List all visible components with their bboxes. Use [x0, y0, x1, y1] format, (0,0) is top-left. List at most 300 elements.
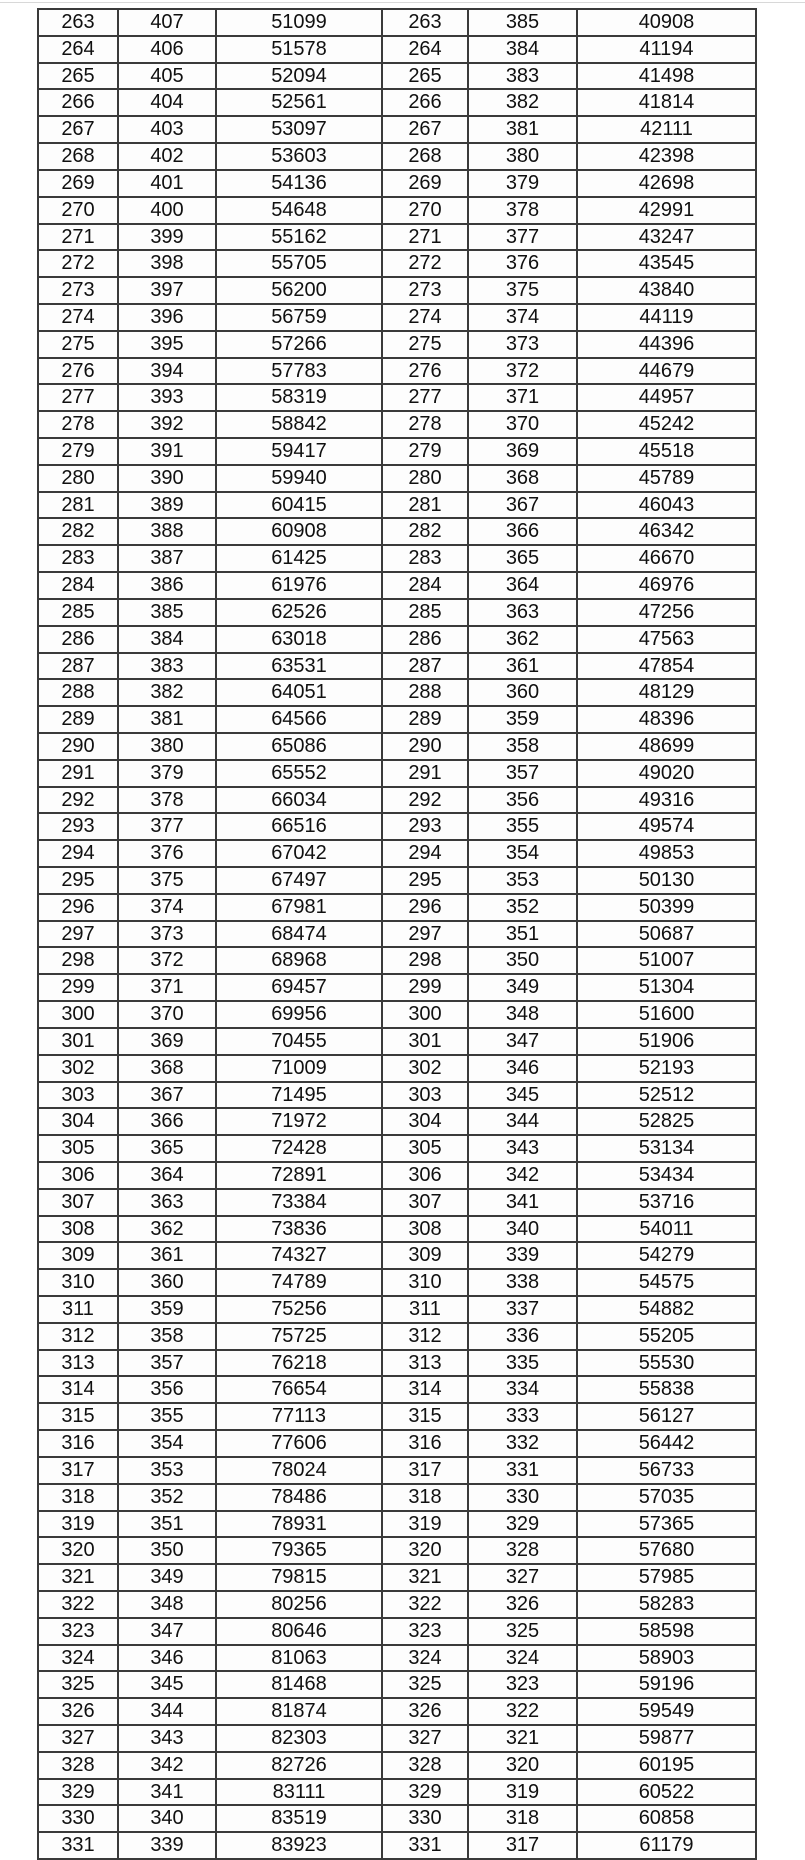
- table-cell: 315: [382, 1403, 468, 1430]
- table-cell: 324: [38, 1645, 118, 1672]
- table-row: [38, 197, 756, 224]
- table-cell: 356: [118, 1376, 216, 1403]
- table-cell: 372: [118, 947, 216, 974]
- table-row: [38, 250, 756, 277]
- table-cell: 320: [38, 1537, 118, 1564]
- table-cell: 329: [382, 1779, 468, 1806]
- table-cell: 310: [382, 1269, 468, 1296]
- table-cell: 58598: [577, 1618, 756, 1645]
- table-cell: 286: [382, 626, 468, 653]
- table-cell: 49853: [577, 840, 756, 867]
- table-cell: 401: [118, 170, 216, 197]
- table-cell: 373: [118, 921, 216, 948]
- table-cell: 316: [382, 1430, 468, 1457]
- table-cell: 376: [118, 840, 216, 867]
- table-cell: 56127: [577, 1403, 756, 1430]
- table-cell: 54648: [216, 197, 382, 224]
- table-cell: 51304: [577, 974, 756, 1001]
- table-cell: 61425: [216, 545, 382, 572]
- table-cell: 55838: [577, 1376, 756, 1403]
- table-cell: 292: [38, 787, 118, 814]
- table-cell: 332: [468, 1430, 577, 1457]
- table-cell: 273: [38, 277, 118, 304]
- table-cell: 288: [38, 679, 118, 706]
- table-cell: 294: [38, 840, 118, 867]
- table-cell: 322: [468, 1698, 577, 1725]
- table-cell: 358: [468, 733, 577, 760]
- table-cell: 321: [468, 1725, 577, 1752]
- table-cell: 313: [382, 1350, 468, 1377]
- table-cell: 61179: [577, 1832, 756, 1859]
- table-cell: 69956: [216, 1001, 382, 1028]
- table-cell: 57365: [577, 1511, 756, 1538]
- table-cell: 64566: [216, 706, 382, 733]
- table-cell: 268: [382, 143, 468, 170]
- table-cell: 42398: [577, 143, 756, 170]
- table-cell: 369: [118, 1028, 216, 1055]
- table-cell: 305: [382, 1135, 468, 1162]
- table-cell: 352: [118, 1484, 216, 1511]
- table-cell: 276: [38, 358, 118, 385]
- table-cell: 403: [118, 116, 216, 143]
- table-row: [38, 1323, 756, 1350]
- table-cell: 359: [118, 1296, 216, 1323]
- table-cell: 394: [118, 358, 216, 385]
- table-cell: 302: [382, 1055, 468, 1082]
- table-cell: 41814: [577, 89, 756, 116]
- table-cell: 269: [382, 170, 468, 197]
- table-cell: 342: [468, 1162, 577, 1189]
- table-cell: 306: [382, 1162, 468, 1189]
- table-cell: 326: [38, 1698, 118, 1725]
- table-cell: 399: [118, 224, 216, 251]
- table-cell: 404: [118, 89, 216, 116]
- table-cell: 327: [38, 1725, 118, 1752]
- table-row: [38, 760, 756, 787]
- table-cell: 322: [38, 1591, 118, 1618]
- table-cell: 389: [118, 492, 216, 519]
- table-cell: 313: [38, 1350, 118, 1377]
- table-cell: 395: [118, 331, 216, 358]
- table-cell: 320: [468, 1752, 577, 1779]
- table-cell: 347: [118, 1618, 216, 1645]
- table-cell: 298: [382, 947, 468, 974]
- table-cell: 339: [118, 1832, 216, 1859]
- table-cell: 55530: [577, 1350, 756, 1377]
- table-cell: 273: [382, 277, 468, 304]
- table-cell: 59549: [577, 1698, 756, 1725]
- table-cell: 263: [38, 9, 118, 36]
- table-cell: 364: [118, 1162, 216, 1189]
- table-row: [38, 1537, 756, 1564]
- table-cell: 295: [382, 867, 468, 894]
- table-cell: 350: [118, 1537, 216, 1564]
- table-cell: 50130: [577, 867, 756, 894]
- table-cell: 74327: [216, 1242, 382, 1269]
- table-cell: 297: [38, 921, 118, 948]
- table-cell: 361: [118, 1242, 216, 1269]
- table-cell: 70455: [216, 1028, 382, 1055]
- table-cell: 355: [118, 1403, 216, 1430]
- table-row: [38, 116, 756, 143]
- table-cell: 304: [38, 1108, 118, 1135]
- table-cell: 271: [38, 224, 118, 251]
- table-cell: 282: [382, 518, 468, 545]
- table-cell: 309: [382, 1242, 468, 1269]
- table-cell: 275: [382, 331, 468, 358]
- table-row: [38, 1671, 756, 1698]
- table-cell: 396: [118, 304, 216, 331]
- table-cell: 81063: [216, 1645, 382, 1672]
- table-cell: 42991: [577, 197, 756, 224]
- table-cell: 78024: [216, 1457, 382, 1484]
- table-cell: 290: [382, 733, 468, 760]
- table-cell: 67042: [216, 840, 382, 867]
- table-cell: 400: [118, 197, 216, 224]
- table-cell: 343: [118, 1725, 216, 1752]
- table-cell: 77606: [216, 1430, 382, 1457]
- table-cell: 51906: [577, 1028, 756, 1055]
- table-cell: 325: [382, 1671, 468, 1698]
- table-cell: 383: [468, 63, 577, 90]
- table-cell: 57035: [577, 1484, 756, 1511]
- table-cell: 52512: [577, 1082, 756, 1109]
- table-row: [38, 1135, 756, 1162]
- table-cell: 57266: [216, 331, 382, 358]
- table-cell: 360: [118, 1269, 216, 1296]
- table-row: [38, 1564, 756, 1591]
- table-cell: 294: [382, 840, 468, 867]
- table-cell: 343: [468, 1135, 577, 1162]
- table-cell: 333: [468, 1403, 577, 1430]
- table-row: [38, 1242, 756, 1269]
- table-cell: 322: [382, 1591, 468, 1618]
- table-cell: 326: [468, 1591, 577, 1618]
- table-cell: 76654: [216, 1376, 382, 1403]
- table-cell: 358: [118, 1323, 216, 1350]
- table-cell: 282: [38, 518, 118, 545]
- table-row: [38, 1430, 756, 1457]
- table-cell: 263: [382, 9, 468, 36]
- table-row: [38, 1618, 756, 1645]
- table-row: [38, 867, 756, 894]
- table-row: [38, 36, 756, 63]
- table-cell: 54882: [577, 1296, 756, 1323]
- table-cell: 331: [382, 1832, 468, 1859]
- table-cell: 52825: [577, 1108, 756, 1135]
- table-cell: 295: [38, 867, 118, 894]
- table-cell: 42698: [577, 170, 756, 197]
- table-cell: 375: [468, 277, 577, 304]
- table-cell: 51007: [577, 947, 756, 974]
- table-cell: 280: [38, 465, 118, 492]
- table-row: [38, 1350, 756, 1377]
- table-cell: 49574: [577, 813, 756, 840]
- table-cell: 351: [468, 921, 577, 948]
- table-cell: 398: [118, 250, 216, 277]
- table-cell: 47256: [577, 599, 756, 626]
- table-cell: 304: [382, 1108, 468, 1135]
- table-cell: 364: [468, 572, 577, 599]
- table-row: [38, 170, 756, 197]
- table-row: [38, 1725, 756, 1752]
- table-cell: 48699: [577, 733, 756, 760]
- table-cell: 350: [468, 947, 577, 974]
- table-cell: 330: [382, 1805, 468, 1832]
- table-cell: 266: [382, 89, 468, 116]
- table-row: [38, 1591, 756, 1618]
- table-cell: 46043: [577, 492, 756, 519]
- table-cell: 361: [468, 653, 577, 680]
- table-cell: 51578: [216, 36, 382, 63]
- table-cell: 72891: [216, 1162, 382, 1189]
- table-cell: 275: [38, 331, 118, 358]
- table-cell: 388: [118, 518, 216, 545]
- table-row: [38, 1269, 756, 1296]
- table-cell: 55205: [577, 1323, 756, 1350]
- table-cell: 52193: [577, 1055, 756, 1082]
- table-cell: 267: [382, 116, 468, 143]
- table-row: [38, 1001, 756, 1028]
- table-cell: 317: [382, 1457, 468, 1484]
- table-cell: 384: [468, 36, 577, 63]
- table-cell: 293: [38, 813, 118, 840]
- table-cell: 379: [468, 170, 577, 197]
- table-cell: 357: [118, 1350, 216, 1377]
- table-cell: 371: [468, 384, 577, 411]
- table-cell: 296: [382, 894, 468, 921]
- table-cell: 54279: [577, 1242, 756, 1269]
- table-cell: 45789: [577, 465, 756, 492]
- table-cell: 340: [468, 1216, 577, 1243]
- table-cell: 270: [382, 197, 468, 224]
- table-cell: 370: [468, 411, 577, 438]
- table-cell: 331: [468, 1457, 577, 1484]
- table-cell: 277: [382, 384, 468, 411]
- table-cell: 368: [468, 465, 577, 492]
- table-cell: 71972: [216, 1108, 382, 1135]
- table-cell: 51099: [216, 9, 382, 36]
- table-row: [38, 1055, 756, 1082]
- table-cell: 351: [118, 1511, 216, 1538]
- table-cell: 71009: [216, 1055, 382, 1082]
- table-cell: 371: [118, 974, 216, 1001]
- table-row: [38, 331, 756, 358]
- table-row: [38, 411, 756, 438]
- table-cell: 56759: [216, 304, 382, 331]
- table-cell: 406: [118, 36, 216, 63]
- table-row: [38, 277, 756, 304]
- table-cell: 340: [118, 1805, 216, 1832]
- table-row: [38, 626, 756, 653]
- table-cell: 78486: [216, 1484, 382, 1511]
- table-cell: 378: [118, 787, 216, 814]
- table-cell: 271: [382, 224, 468, 251]
- table-cell: 377: [468, 224, 577, 251]
- table-row: [38, 840, 756, 867]
- table-cell: 49316: [577, 787, 756, 814]
- table-cell: 402: [118, 143, 216, 170]
- table-row: [38, 492, 756, 519]
- table-cell: 47563: [577, 626, 756, 653]
- table-cell: 316: [38, 1430, 118, 1457]
- table-cell: 315: [38, 1403, 118, 1430]
- table-cell: 67497: [216, 867, 382, 894]
- table-cell: 309: [38, 1242, 118, 1269]
- table-cell: 58842: [216, 411, 382, 438]
- table-cell: 407: [118, 9, 216, 36]
- table-row: [38, 9, 756, 36]
- table-row: [38, 974, 756, 1001]
- table-cell: 356: [468, 787, 577, 814]
- table-row: [38, 63, 756, 90]
- table-cell: 334: [468, 1376, 577, 1403]
- table-cell: 291: [38, 760, 118, 787]
- table-cell: 41194: [577, 36, 756, 63]
- table-cell: 382: [118, 679, 216, 706]
- table-cell: 60195: [577, 1752, 756, 1779]
- table-cell: 279: [382, 438, 468, 465]
- table-cell: 54575: [577, 1269, 756, 1296]
- table-row: [38, 224, 756, 251]
- table-cell: 60858: [577, 1805, 756, 1832]
- table-cell: 43247: [577, 224, 756, 251]
- table-cell: 53603: [216, 143, 382, 170]
- table-cell: 301: [38, 1028, 118, 1055]
- table-cell: 274: [38, 304, 118, 331]
- table-cell: 283: [38, 545, 118, 572]
- table-cell: 278: [38, 411, 118, 438]
- table-cell: 272: [38, 250, 118, 277]
- table-cell: 289: [38, 706, 118, 733]
- table-cell: 46670: [577, 545, 756, 572]
- table-row: [38, 894, 756, 921]
- table-cell: 299: [382, 974, 468, 1001]
- table-cell: 292: [382, 787, 468, 814]
- table-cell: 285: [38, 599, 118, 626]
- table-row: [38, 1511, 756, 1538]
- table-cell: 265: [38, 63, 118, 90]
- table-cell: 266: [38, 89, 118, 116]
- table-cell: 307: [382, 1189, 468, 1216]
- table-cell: 303: [38, 1082, 118, 1109]
- table-cell: 44679: [577, 358, 756, 385]
- table-cell: 299: [38, 974, 118, 1001]
- table-cell: 58319: [216, 384, 382, 411]
- table-cell: 267: [38, 116, 118, 143]
- table-cell: 63018: [216, 626, 382, 653]
- table-cell: 288: [382, 679, 468, 706]
- table-cell: 383: [118, 653, 216, 680]
- table-cell: 391: [118, 438, 216, 465]
- table-cell: 345: [468, 1082, 577, 1109]
- table-cell: 325: [468, 1618, 577, 1645]
- table-cell: 44396: [577, 331, 756, 358]
- table-cell: 42111: [577, 116, 756, 143]
- table-cell: 319: [38, 1511, 118, 1538]
- table-row: [38, 679, 756, 706]
- table-cell: 291: [382, 760, 468, 787]
- table-cell: 63531: [216, 653, 382, 680]
- table-cell: 67981: [216, 894, 382, 921]
- table-cell: 344: [118, 1698, 216, 1725]
- table-cell: 341: [118, 1779, 216, 1806]
- table-cell: 83111: [216, 1779, 382, 1806]
- table-row: [38, 545, 756, 572]
- table-cell: 331: [38, 1832, 118, 1859]
- table-row: [38, 1082, 756, 1109]
- table-row: [38, 572, 756, 599]
- table-cell: 302: [38, 1055, 118, 1082]
- table-cell: 66516: [216, 813, 382, 840]
- table-cell: 82726: [216, 1752, 382, 1779]
- table-cell: 318: [468, 1805, 577, 1832]
- table-cell: 374: [468, 304, 577, 331]
- table-cell: 264: [382, 36, 468, 63]
- table-cell: 378: [468, 197, 577, 224]
- table-cell: 49020: [577, 760, 756, 787]
- table-cell: 353: [118, 1457, 216, 1484]
- table-cell: 384: [118, 626, 216, 653]
- table-cell: 390: [118, 465, 216, 492]
- table-cell: 326: [382, 1698, 468, 1725]
- table-cell: 59877: [577, 1725, 756, 1752]
- table-cell: 354: [118, 1430, 216, 1457]
- table-cell: 325: [38, 1671, 118, 1698]
- table-cell: 54011: [577, 1216, 756, 1243]
- table-cell: 387: [118, 545, 216, 572]
- table-cell: 60908: [216, 518, 382, 545]
- table-row: [38, 1779, 756, 1806]
- table-cell: 75725: [216, 1323, 382, 1350]
- table-cell: 321: [38, 1564, 118, 1591]
- table-cell: 349: [118, 1564, 216, 1591]
- table-cell: 75256: [216, 1296, 382, 1323]
- table-cell: 335: [468, 1350, 577, 1377]
- table-cell: 327: [468, 1564, 577, 1591]
- table-cell: 44119: [577, 304, 756, 331]
- table-cell: 367: [468, 492, 577, 519]
- table-cell: 48396: [577, 706, 756, 733]
- table-cell: 312: [382, 1323, 468, 1350]
- table-cell: 370: [118, 1001, 216, 1028]
- table-cell: 373: [468, 331, 577, 358]
- table-cell: 310: [38, 1269, 118, 1296]
- table-cell: 73384: [216, 1189, 382, 1216]
- table-cell: 50687: [577, 921, 756, 948]
- table-row: [38, 1698, 756, 1725]
- table-cell: 298: [38, 947, 118, 974]
- table-cell: 360: [468, 679, 577, 706]
- table-cell: 286: [38, 626, 118, 653]
- table-cell: 341: [468, 1189, 577, 1216]
- table-cell: 50399: [577, 894, 756, 921]
- table-cell: 57783: [216, 358, 382, 385]
- table-row: [38, 1403, 756, 1430]
- table-cell: 72428: [216, 1135, 382, 1162]
- table-cell: 47854: [577, 653, 756, 680]
- table-row: [38, 1484, 756, 1511]
- table-cell: 55162: [216, 224, 382, 251]
- table-cell: 43840: [577, 277, 756, 304]
- table-cell: 301: [382, 1028, 468, 1055]
- table-row: [38, 1028, 756, 1055]
- table-cell: 289: [382, 706, 468, 733]
- table-cell: 366: [468, 518, 577, 545]
- table-cell: 320: [382, 1537, 468, 1564]
- table-cell: 329: [468, 1511, 577, 1538]
- table-row: [38, 1752, 756, 1779]
